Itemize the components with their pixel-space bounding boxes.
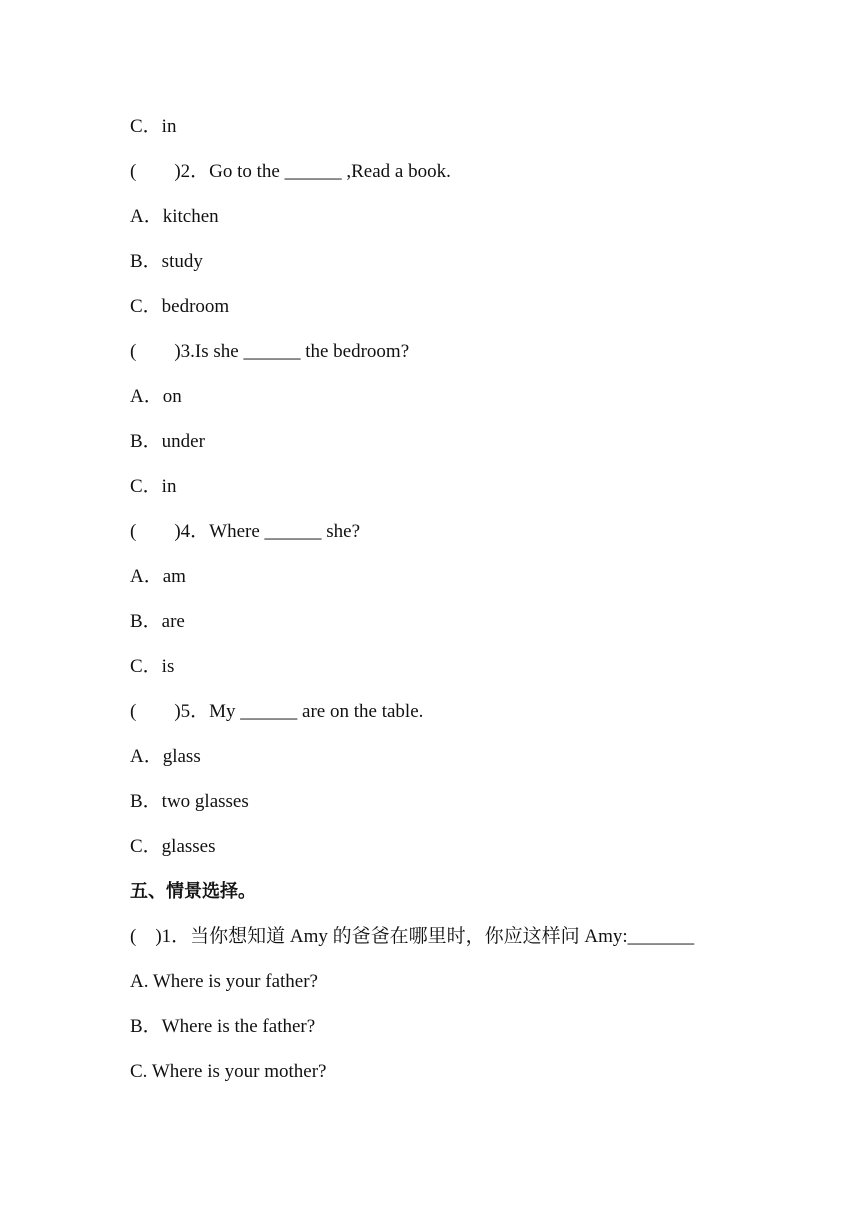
q4-option-b: B．are [130,611,185,632]
q1-option-c: C．in [130,116,177,137]
question-2: ( )2．Go to the ______ ,Read a book. [130,161,451,182]
sq1-option-b: B．Where is the father? [130,1016,316,1037]
q2-option-a: A．kitchen [130,206,219,227]
q5-option-b: B．two glasses [130,791,249,812]
q5-option-c: C．glasses [130,836,216,857]
question-5: ( )5．My ______ are on the table. [130,701,424,722]
q2-option-b: B．study [130,251,203,272]
q4-option-c: C．is [130,656,175,677]
q4-option-a: A．am [130,566,186,587]
q5-option-a: A．glass [130,746,201,767]
q3-option-b: B．under [130,431,205,452]
question-3: ( )3.Is she ______ the bedroom? [130,341,410,362]
q3-option-a: A．on [130,386,182,407]
q3-option-c: C．in [130,476,177,497]
section-five-heading: 五、情景选择。 [130,881,256,902]
question-4: ( )4．Where ______ she? [130,521,361,542]
situation-question-1: ( )1．当你想知道 Amy 的爸爸在哪里时，你应这样问 Amy:_______ [130,926,695,947]
q2-option-c: C．bedroom [130,296,230,317]
sq1-option-c: C. Where is your mother? [130,1061,327,1082]
sq1-option-a: A. Where is your father? [130,971,318,992]
